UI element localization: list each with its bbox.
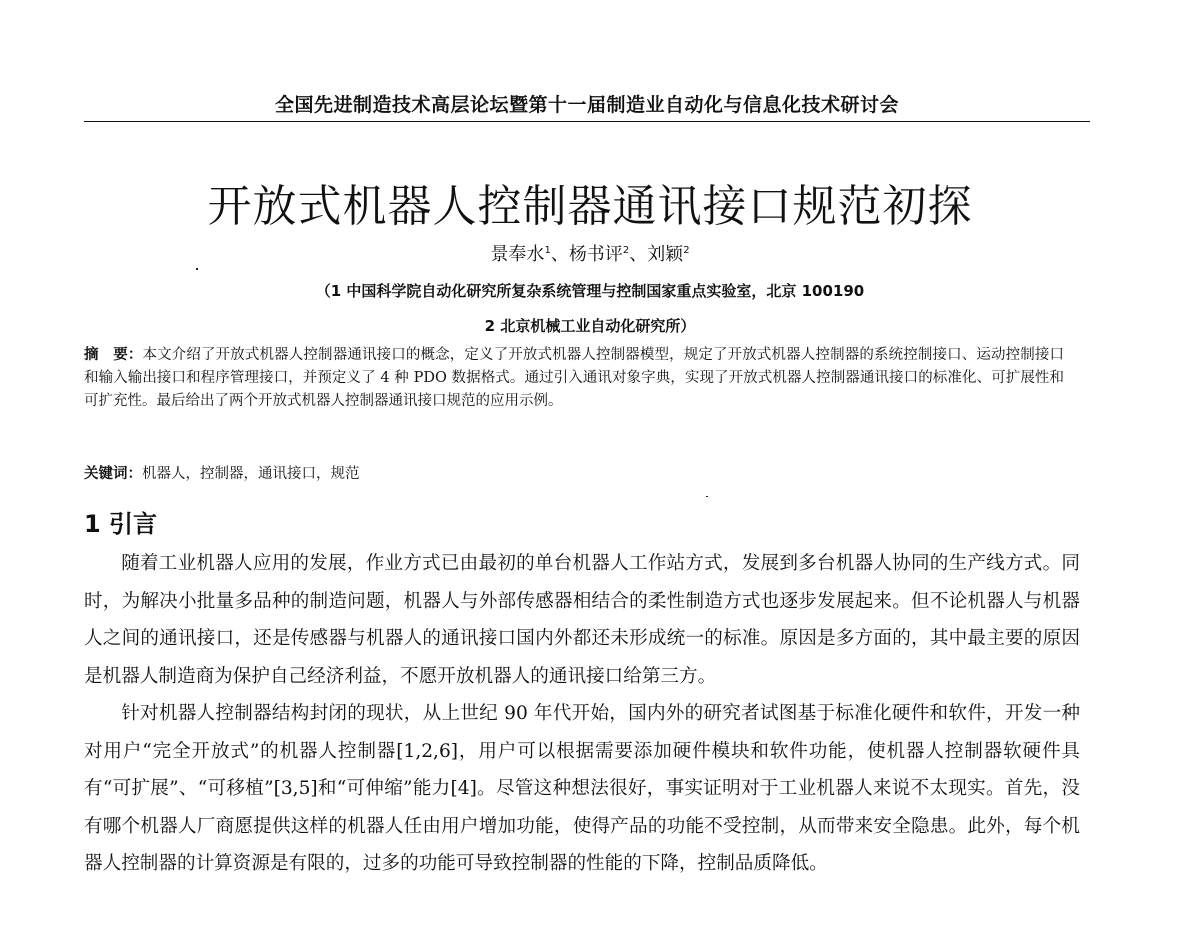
author-separator: 、 bbox=[629, 244, 648, 265]
author-affiliation-mark: 1 bbox=[544, 245, 551, 256]
author-separator: 、 bbox=[550, 244, 569, 265]
keywords bbox=[84, 463, 1064, 486]
abstract-text: 本文介绍了开放式机器人控制器通讯接口的概念，定义了开放式机器人控制器模型，规定了开放式机器人控制器的系统控制接口、运动控制接口和输入输出接口和程序管理接口，并预定义了 4 种 PDO 数据格式。通过引入通讯对象字典，实现了开放式机器人控制器通讯接口的标准化、可扩展性和可扩充性。最后给出了两个开放式机器人控制器通讯接口规范的应用示例。 bbox=[84, 347, 1064, 409]
author-name: 景奉水 bbox=[490, 244, 545, 265]
author-affiliation-mark: 2 bbox=[622, 245, 630, 256]
header-rule bbox=[84, 121, 1090, 122]
body-paragraph: 随着工业机器人应用的发展，作业方式已由最初的单台机器人工作站方式，发展到多台机器人协同的生产线方式。同时，为解决小批量多品种的制造问题，机器人与外部传感器相结合的柔性制造方式也逐步发展起来。但不论机器人与机器人之间的通讯接口，还是传感器与机器人的通讯接口国内外都还未形成统一的标准。原因是多方面的，其中最主要的原因是机器人制造商为保护自己经济利益，不愿开放机器人的通讯接口给第三方。 bbox=[84, 553, 1080, 687]
keywords-text: 机器人，控制器，通讯接口，规范 bbox=[142, 466, 360, 482]
author-list bbox=[0, 240, 1180, 266]
section-heading: 1 引言 bbox=[84, 510, 158, 538]
paper-title: 开放式机器人控制器通讯接口规范初探 bbox=[207, 181, 973, 232]
scan-speck bbox=[706, 496, 708, 497]
keywords-label: 关键词： bbox=[84, 466, 142, 482]
body-paragraph: 针对机器人控制器结构封闭的现状，从上世纪 90 年代开始，国内外的研究者试图基于标准化硬件和软件，开发一种对用户“完全开放式”的机器人控制器[1,2,6]，用户可以根据需要添加硬件模块和软件功能，使机器人控制器软硬件具有“可扩展”、“可移植”[3,5]和“可伸缩”能力[4]。尽管这种想法很好，事实证明对于工业机器人来说不太现实。首先，没有哪个机器人厂商愿提供这样的机器人任由用户增加功能，使得产品的功能不受控制，从而带来安全隐患。此外，每个机器人控制器的计算资源是有限的，过多的功能可导致控制器的性能的下降，控制品质降低。 bbox=[84, 703, 1080, 874]
author-affiliation-mark: 2 bbox=[683, 245, 690, 256]
affiliation-line: （1 中国科学院自动化研究所复杂系统管理与控制国家重点实验室，北京 100190 bbox=[315, 282, 865, 300]
author-name: 刘颖 bbox=[647, 244, 684, 265]
scan-speck bbox=[196, 268, 198, 270]
abstract bbox=[84, 344, 1064, 413]
abstract-label: 摘 要： bbox=[84, 347, 143, 363]
author-name: 杨书评 bbox=[568, 244, 623, 265]
conference-header: 全国先进制造技术高层论坛暨第十一届制造业自动化与信息化技术研讨会 bbox=[274, 94, 899, 116]
affiliation-line: 2 北京机械工业自动化研究所） bbox=[484, 317, 696, 335]
section-body bbox=[84, 545, 1080, 883]
